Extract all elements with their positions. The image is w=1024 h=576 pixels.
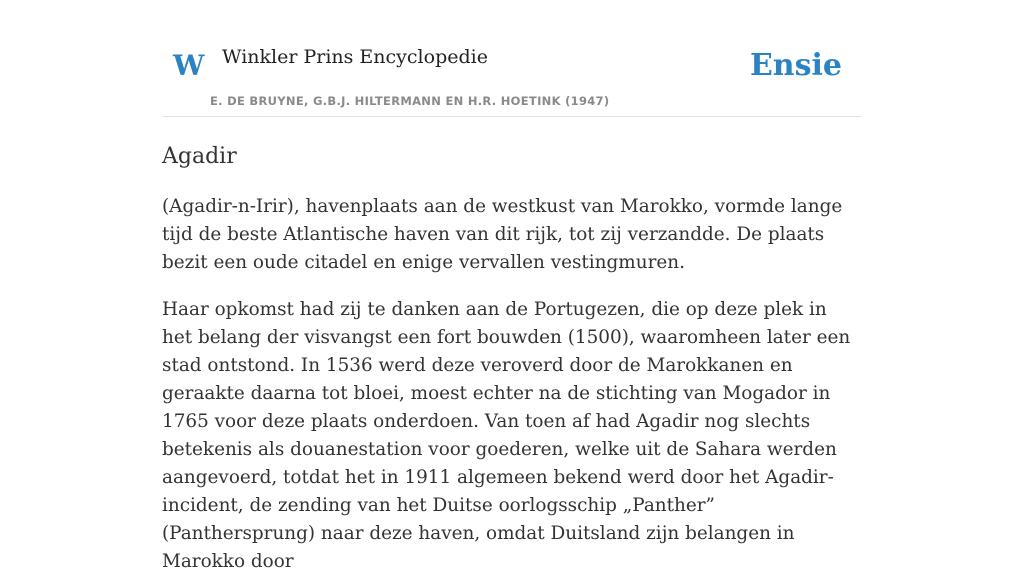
winkler-prins-logo[interactable]: W <box>173 49 205 82</box>
article-paragraph: (Agadir-n-Irir), havenplaats aan de westkust van Marokko, vormde lange tijd de beste Atlantische haven van dit rijk, tot zij verzandde. De plaats bezit een oude citadel en enige vervallen vestingmuren. <box>162 195 843 273</box>
article-title: Agadir <box>162 144 237 169</box>
site-header <box>162 0 862 117</box>
page-container <box>162 0 862 576</box>
book-authors: E. DE BRUYNE, G.B.J. HILTERMANN EN H.R. HOETINK (1947) <box>210 94 610 108</box>
article-paragraph: Haar opkomst had zij te danken aan de Portugezen, die op deze plek in het belang der visvangst een fort bouwden (1500), waaromheen later een stad ontstond. In 1536 werd deze veroverd door de Marokkanen en geraakte daarna tot bloei, moest echter na de stichting van Mogador in 1765 voor deze plaats onderdoen. Van toen af had Agadir nog slechts betekenis als douanestation voor goederen, welke uit de Sahara werden aangevoerd, totdat het in 1911 algemeen bekend werd door het Agadir-incident, de zending van het Duitse oorlogsschip „Panther” (Panthersprung) naar deze haven, omdat Duitsland zijn belangen in Marokko door <box>162 298 851 572</box>
article-body <box>162 193 862 576</box>
book-title[interactable]: Winkler Prins Encyclopedie <box>222 46 488 68</box>
ensie-logo-link[interactable]: Ensie <box>749 48 842 83</box>
